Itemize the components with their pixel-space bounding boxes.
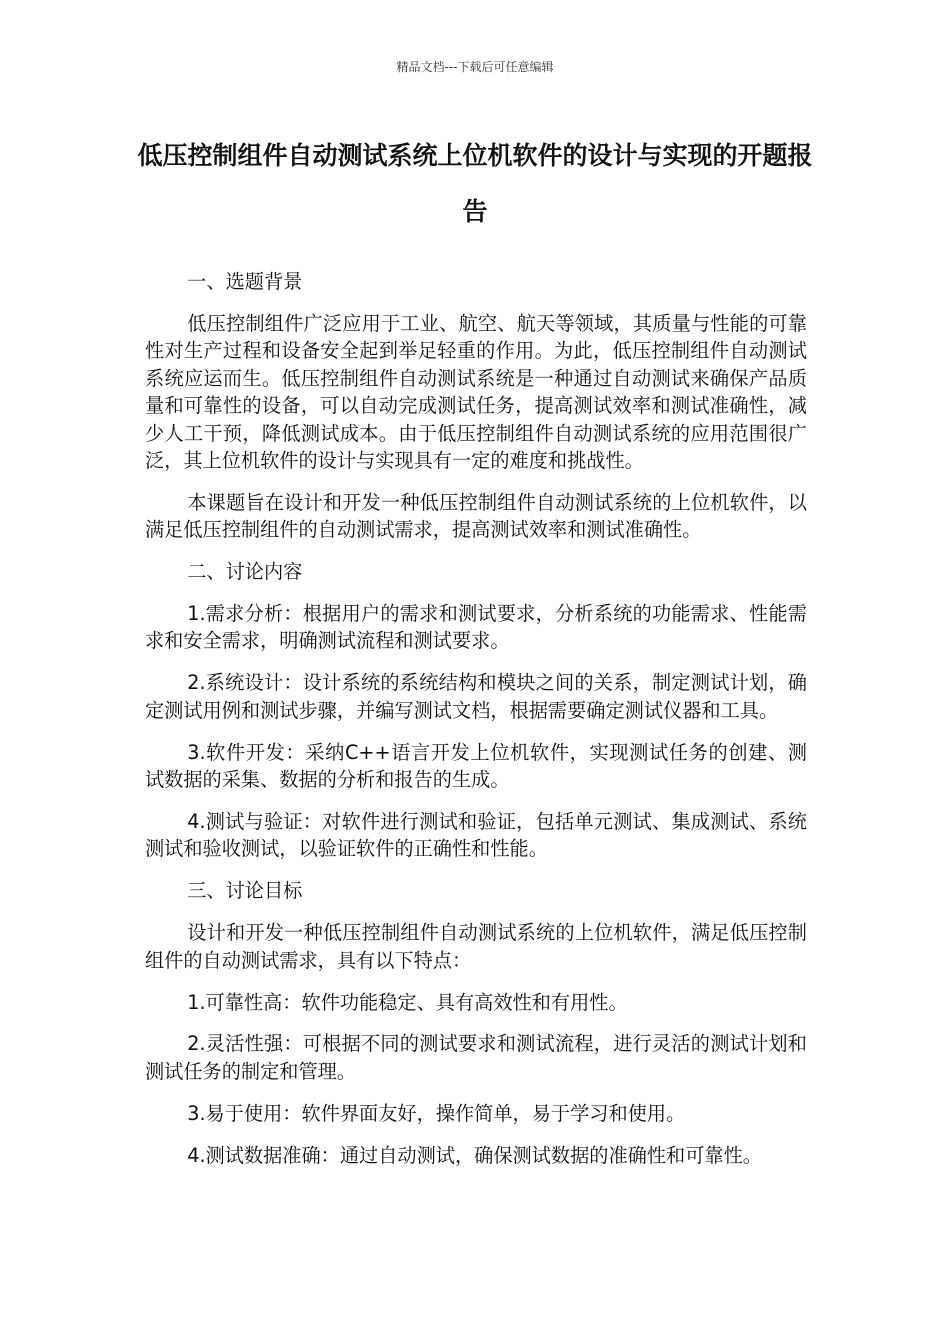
discussion-goals-item: 1.可靠性高：软件功能稳定、具有高效性和有用性。: [187, 990, 628, 1014]
discussion-goals-intro: 设计和开发一种低压控制组件自动测试系统的上位机软件，满足低压控制组件的自动测试需求，具有以下特点：: [145, 921, 807, 972]
background-paragraph-2: 本课题旨在设计和开发一种低压控制组件自动测试系统的上位机软件，以满足低压控制组件的自动测试需求，提高测试效率和测试准确性。: [145, 490, 807, 542]
discussion-content-item: 3.软件开发：采纳C++语言开发上位机软件，实现测试任务的创建、测试数据的采集、数据的分析和报告的生成。: [145, 740, 807, 792]
page-header-note: 精品文档---下载后可任意编辑: [396, 60, 554, 74]
discussion-goals-item: 3.易于使用：软件界面友好，操作简单，易于学习和使用。: [187, 1101, 686, 1125]
section-heading-discussion-content: 二、讨论内容: [187, 560, 303, 584]
discussion-goals-item: 4.测试数据准确：通过自动测试，确保测试数据的准确性和可靠性。: [187, 1143, 762, 1167]
discussion-content-item: 2.系统设计：设计系统的系统结构和模块之间的关系，制定测试计划，确定测试用例和测试步骤，并编写测试文档，根据需要确定测试仪器和工具。: [145, 671, 807, 722]
document-title: 低压控制组件自动测试系统上位机软件的设计与实现的开题报告: [137, 141, 813, 226]
section-heading-background: 一、选题背景: [187, 270, 303, 293]
document-body: [145, 268, 807, 1184]
background-paragraph-1: 低压控制组件广泛应用于工业、航空、航天等领域，其质量与性能的可靠性对生产过程和设备安全起到举足轻重的作用。为此，低压控制组件自动测试系统应运而生。低压控制组件自动测试系统是一种通过自动测试来确保产品质量和可靠性的设备，可以自动完成测试任务，提高测试效率和测试准确性，减少人工干预，降低测试成本。由于低压控制组件自动测试系统的应用范围很广泛，其上位机软件的设计与实现具有一定的难度和挑战性。: [145, 311, 807, 472]
section-heading-discussion-goals: 三、讨论目标: [187, 879, 303, 903]
discussion-goals-item: 2.灵活性强：可根据不同的测试要求和测试流程，进行灵活的测试计划和测试任务的制定和管理。: [145, 1032, 807, 1083]
discussion-content-item: 1.需求分析：根据用户的需求和测试要求，分析系统的功能需求、性能需求和安全需求，明确测试流程和测试要求。: [145, 602, 807, 653]
discussion-content-item: 4.测试与验证：对软件进行测试和验证，包括单元测试、集成测试、系统测试和验收测试，以验证软件的正确性和性能。: [145, 810, 807, 861]
